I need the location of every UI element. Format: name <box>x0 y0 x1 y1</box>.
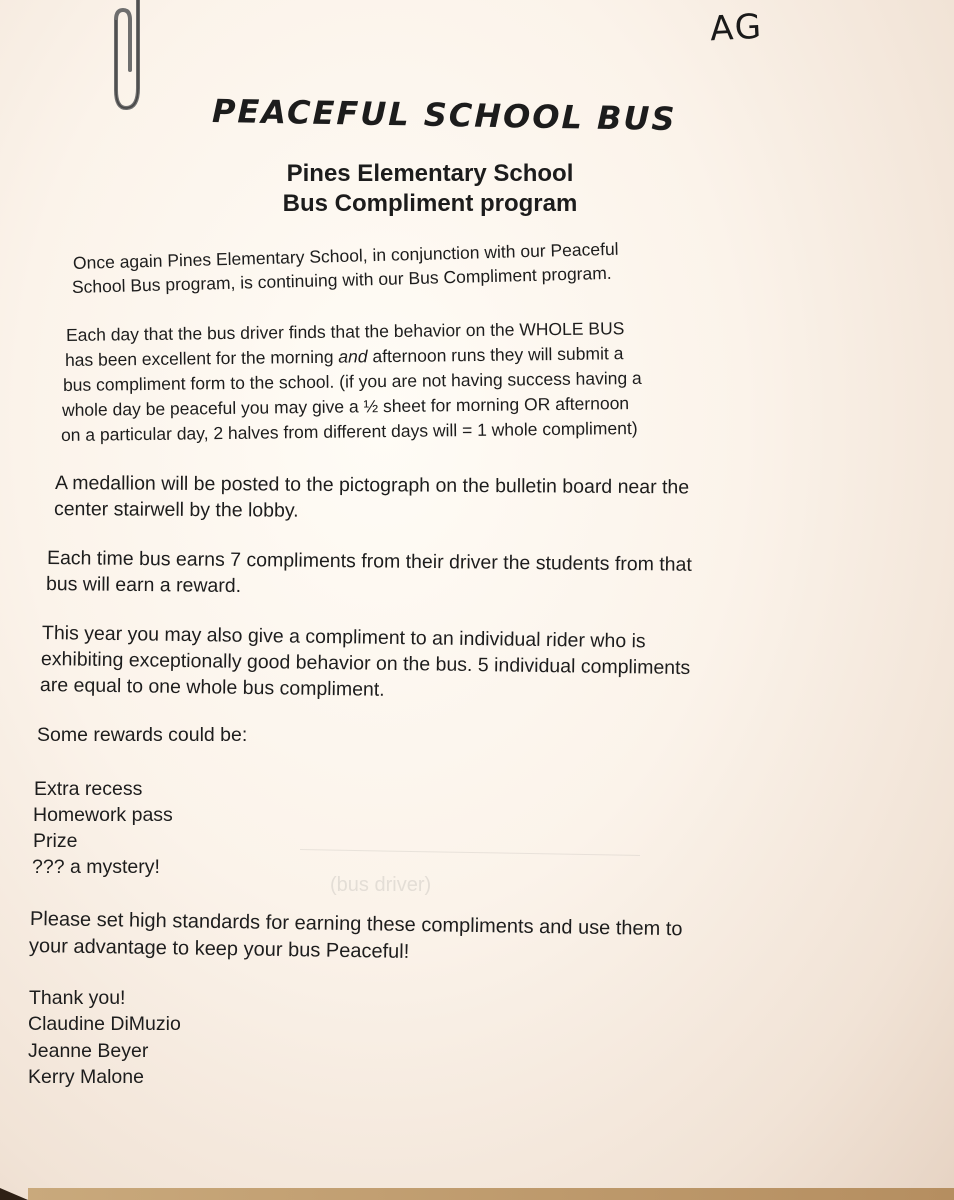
signature-name: Kerry Malone <box>28 1066 144 1088</box>
paragraph-rules-line: on a particular day, 2 halves from different days will = 1 whole compliment) <box>60 417 638 445</box>
paragraph-medallion-line: center stairwell by the lobby. <box>53 498 299 522</box>
paragraph-rules-line: has been excellent for the morning and afternoon runs they will submit a <box>64 343 624 370</box>
document-title: PEACEFUL SCHOOL BUS <box>211 91 677 139</box>
paragraph-rules-line: bus compliment form to the school. (if you are not having success having a <box>62 367 642 395</box>
signoff: Thank you! <box>29 987 126 1009</box>
paper-edge-below <box>28 1188 954 1200</box>
reward-item: Homework pass <box>33 804 173 826</box>
paragraph-intro-line: Once again Pines Elementary School, in conjunction with our Peaceful <box>72 238 619 273</box>
bleed-through-text: (bus driver) <box>330 874 432 896</box>
reward-item: ??? a mystery! <box>32 856 160 878</box>
reward-item: Prize <box>33 830 78 852</box>
rewards-intro: Some rewards could be: <box>37 724 248 746</box>
paperclip-icon <box>108 0 168 120</box>
paragraph-rules-line: Each day that the bus driver finds that the behavior on the WHOLE BUS <box>65 318 625 345</box>
paragraph-individual-line: are equal to one whole bus compliment. <box>39 674 385 701</box>
paragraph-individual-line: This year you may also give a compliment to an individual rider who is <box>41 622 646 653</box>
paragraph-intro-line: School Bus program, is continuing with our Bus Compliment program. <box>71 262 612 297</box>
paragraph-reward-line: Each time bus earns 7 compliments from their driver the students from that <box>46 547 692 576</box>
program-name: Bus Compliment program <box>282 190 578 217</box>
signature-name: Jeanne Beyer <box>28 1040 149 1062</box>
closing-line: your advantage to keep your bus Peaceful! <box>28 935 410 963</box>
paragraph-rules-line: whole day be peaceful you may give a ½ sheet for morning OR afternoon <box>61 393 630 420</box>
paragraph-individual-line: exhibiting exceptionally good behavior on the bus. 5 individual compliments <box>40 648 691 680</box>
reward-item: Extra recess <box>34 778 143 800</box>
handwritten-initials: AG <box>708 6 765 50</box>
signature-name: Claudine DiMuzio <box>28 1013 181 1035</box>
emphasis-and: and <box>338 346 368 367</box>
closing-line: Please set high standards for earning these compliments and use them to <box>29 908 683 941</box>
school-name: Pines Elementary School <box>286 160 574 187</box>
paragraph-medallion-line: A medallion will be posted to the pictograph on the bulletin board near the <box>54 472 690 499</box>
paragraph-reward-line: bus will earn a reward. <box>45 573 242 598</box>
